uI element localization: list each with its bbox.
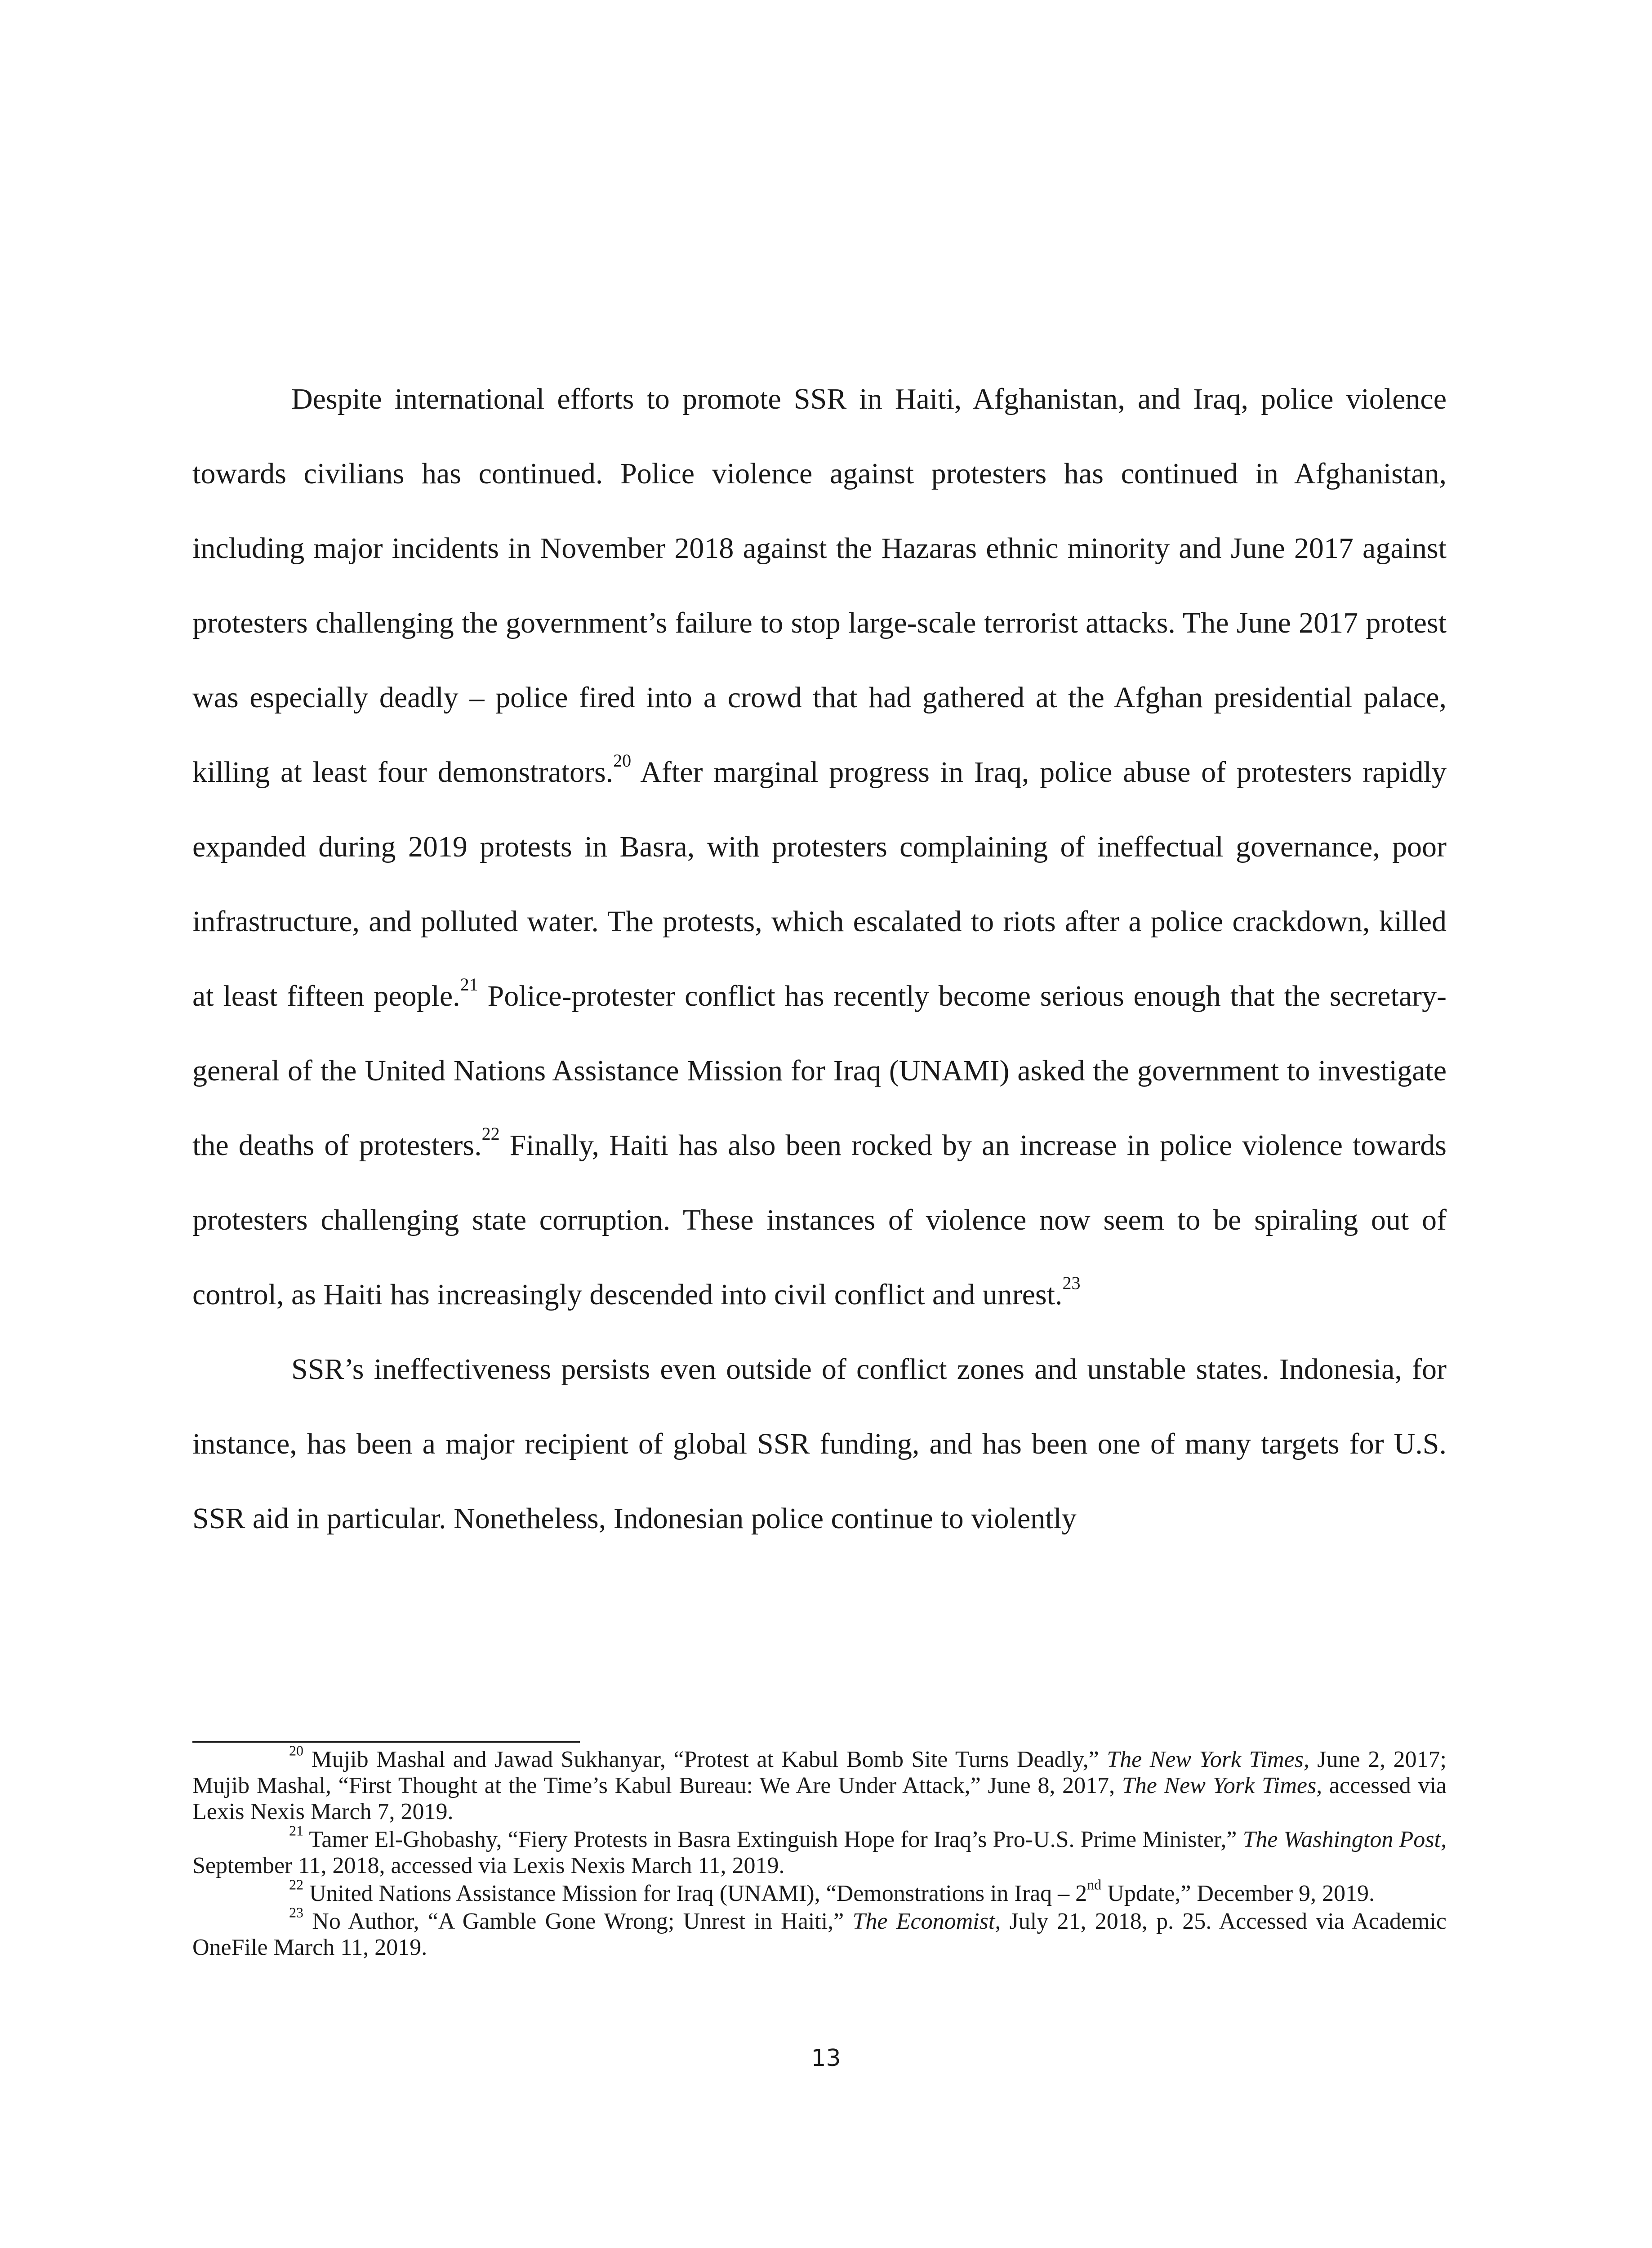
footnote-source-title: The Washington Post, [1242,1827,1447,1852]
paragraph-1-text-3: Police-protester conflict has recently become serious enough that the secretary-general of the United Nations Assistance Mission for Iraq (UNAMI) asked the government to investigate the deaths of protesters. [192,980,1447,1162]
footnote-text: No Author, “A Gamble Gone Wrong; Unrest in Haiti,” [303,1909,853,1934]
paragraph-2 [192,1332,1447,1556]
footnotes [192,1742,1447,1963]
footnote-21 [192,1822,1447,1879]
footnote-ref-22: 22 [481,1124,500,1144]
paragraph-1 [192,362,1447,1332]
paragraph-1-text-4: Finally, Haiti has also been rocked by an increase in police violence towards protesters challenging state corruption. These instances of violence now seem to be spiraling out of control, as Haiti has increasingly descended into civil conflict and unrest. [192,1129,1447,1311]
footnote-separator [192,1741,580,1743]
footnote-source-title: The Economist, [852,1909,1001,1934]
footnote-text: accessed via Lexis Nexis March 7, 2019. [192,1773,1447,1824]
footnote-ref-20: 20 [613,750,632,771]
footnote-23 [192,1904,1447,1961]
footnote-text: Mujib Mashal and Jawad Sukhanyar, “Protest at Kabul Bomb Site Turns Deadly,” [303,1747,1107,1772]
footnote-text: June 2, 2017; Mujib Mashal, “First Thought at the Time’s Kabul Bureau: We Are Under Attack,” June 8, 2017, [192,1747,1447,1798]
footnote-number: 22 [289,1876,303,1893]
ordinal-suffix: nd [1087,1876,1102,1893]
footnote-text: July 21, 2018, p. 25. Accessed via Academic OneFile March 11, 2019. [192,1909,1447,1960]
page-number: 13 [811,2045,841,2072]
body-text [192,362,1447,1556]
paragraph-1-text-1: Despite international efforts to promote SSR in Haiti, Afghanistan, and Iraq, police violence towards civilians has continued. Police violence against protesters has continued in Afghanistan, including major incidents in November 2018 against the Hazaras ethnic minority and June 2017 against protesters challenging the government’s failure to stop large-scale terrorist attacks. The June 2017 protest was especially deadly – police fired into a crowd that had gathered at the Afghan presidential palace, killing at least four demonstrators. [192,383,1447,789]
footnote-20 [192,1742,1447,1825]
footnote-22 [192,1876,1447,1907]
footnote-ref-21: 21 [460,974,478,995]
footnote-text: United Nations Assistance Mission for Iraq (UNAMI), “Demonstrations in Iraq – 2 [303,1881,1087,1906]
paragraph-1-text-2: After marginal progress in Iraq, police abuse of protesters rapidly expanded during 2019 protests in Basra, with protesters complaining of ineffectual governance, poor infrastructure, and polluted water. The protests, which escalated to riots after a police crackdown, killed at least fifteen people. [192,756,1447,1012]
footnote-ref-23: 23 [1062,1273,1081,1293]
footnote-number: 21 [289,1822,303,1839]
footnote-source-title: The New York Times, [1122,1773,1322,1798]
footnote-text: Update,” December 9, 2019. [1101,1881,1375,1906]
footnote-number: 23 [289,1904,303,1921]
footnote-source-title: The New York Times, [1107,1747,1309,1772]
paragraph-2-text: SSR’s ineffectiveness persists even outside of conflict zones and unstable states. Indonesia, for instance, has been a major recipient of global SSR funding, and has been one of many targets for U.S. SSR aid in particular. Nonetheless, Indonesian police continue to violently [192,1353,1447,1535]
footnote-text: September 11, 2018, accessed via Lexis Nexis March 11, 2019. [192,1853,785,1878]
footnote-number: 20 [289,1742,303,1759]
footnote-text: Tamer El-Ghobashy, “Fiery Protests in Basra Extinguish Hope for Iraq’s Pro-U.S. Prime Minister,” [303,1827,1243,1852]
